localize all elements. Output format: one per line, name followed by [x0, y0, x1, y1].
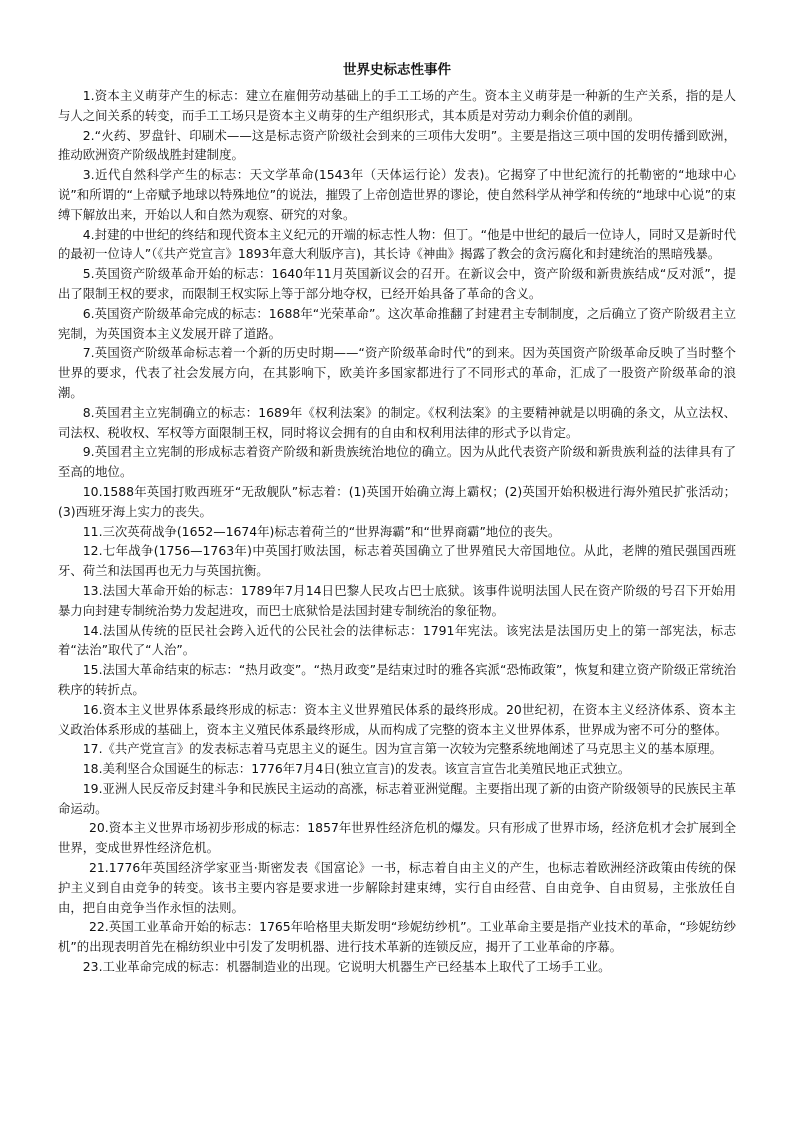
page-title: 世界史标志性事件 — [343, 62, 451, 78]
paragraph-20: 20.资本主义世界市场初步形成的标志：1857年世界性经济危机的爆发。只有形成了世界市场，经济危机才会扩展到全世界，变成世界性经济危机。 — [58, 820, 736, 856]
paragraph-14: 14.法国从传统的臣民社会跨入近代的公民社会的法律标志：1791年宪法。该宪法是法国历史上的第一部宪法，标志着“法治”取代了“人治”。 — [58, 622, 736, 658]
paragraph-8: 8.英国君主立宪制确立的标志：1689年《权利法案》的制定。《权利法案》的主要精神就是以明确的条文，从立法权、司法权、税收权、军权等方面限制王权，同时将议会拥有的自由和权利用法律的形式予以肯定。 — [58, 404, 736, 440]
paragraph-9: 9.英国君主立宪制的形成标志着资产阶级和新贵族统治地位的确立。因为从此代表资产阶级和新贵族利益的法律具有了至高的地位。 — [58, 444, 736, 480]
document-page — [58, 60, 736, 977]
paragraph-5: 5.英国资产阶级革命开始的标志：1640年11月英国新议会的召开。在新议会中，资产阶级和新贵族结成“反对派”，提出了限制王权的要求，而限制王权实际上等于部分地夺权，已经开始具备了革命的含义。 — [58, 266, 736, 301]
paragraph-3: 3.近代自然科学产生的标志：天文学革命(1543年（天体运行论）发表)。它揭穿了中世纪流行的托勒密的“地球中心说”和所谓的“上帝赋予地球以特殊地位”的说法，摧毁了上帝创造世界的谬论，使自然科学从神学和传统的“地球中心说”的束缚下解放出来，开始以人和自然为观察、研究的对象。 — [58, 167, 736, 222]
paragraph-15: 15.法国大革命结束的标志：“热月政变”。“热月政变”是结束过时的雅各宾派“恐怖政策”，恢复和建立资产阶级正常统治秩序的转折点。 — [58, 662, 736, 697]
paragraph-22: 22.英国工业革命开始的标志：1765年哈格里夫斯发明“珍妮纺纱机”。工业革命主要是指产业技术的革命，“珍妮纺纱机”的出现表明首先在棉纺织业中引发了发明机器、进行技术革新的连锁反应，揭开了工业革命的序幕。 — [58, 919, 736, 955]
paragraph-12: 12.七年战争(1756—1763年)中英国打败法国，标志着英国确立了世界殖民大帝国地位。从此，老牌的殖民强国西班牙、荷兰和法国再也无力与英国抗衡。 — [58, 543, 736, 579]
paragraph-10: 10.1588年英国打败西班牙“无敌舰队”标志着：(1)英国开始确立海上霸权；(2)英国开始积极进行海外殖民扩张活动；(3)西班牙海上实力的丧失。 — [58, 483, 736, 519]
paragraph-17: 17.《共产党宣言》的发表标志着马克思主义的诞生。因为宣言第一次较为完整系统地阐述了马克思主义的基本原理。 — [82, 741, 723, 757]
paragraph-2: 2.“火药、罗盘针、印刷术——这是标志资产阶级社会到来的三项伟大发明”。主要是指这三项中国的发明传播到欧洲，推动欧洲资产阶级战胜封建制度。 — [58, 127, 736, 163]
paragraph-18: 18.美利坚合众国诞生的标志：1776年7月4日(独立宣言)的发表。该宣言宣告北美殖民地正式独立。 — [82, 761, 631, 777]
paragraph-4: 4.封建的中世纪的终结和现代资本主义纪元的开端的标志性人物：但丁。“他是中世纪的最后一位诗人，同时又是新时代的最初一位诗人”（《共产党宣言》1893年意大利版序言)，其长诗《神曲》揭露了教会的贪污腐化和封建统治的黑暗残暴。 — [58, 226, 736, 262]
paragraph-23: 23.工业革命完成的标志：机器制造业的出现。它说明大机器生产已经基本上取代了工场手工业。 — [82, 959, 611, 975]
paragraph-19: 19.亚洲人民反帝反封建斗争和民族民主运动的高涨，标志着亚洲觉醒。主要指出现了新的由资产阶级领导的民族民主革命运动。 — [58, 780, 736, 816]
paragraph-1: 1.资本主义萌芽产生的标志：建立在雇佣劳动基础上的手工工场的产生。资本主义萌芽是一种新的生产关系，指的是人与人之间关系的转变，而手工工场只是资本主义萌芽的生产组织形式，其本质是对劳动力剩余价值的剥削。 — [58, 88, 736, 123]
paragraph-16: 16.资本主义世界体系最终形成的标志：资本主义世界殖民体系的最终形成。20世纪初，在资本主义经济体系、资本主义政治体系形成的基础上，资本主义殖民体系最终形成，从而构成了完整的资本主义世界体系，世界成为密不可分的整体。 — [58, 701, 736, 737]
paragraph-13: 13.法国大革命开始的标志：1789年7月14日巴黎人民攻占巴士底狱。该事件说明法国人民在资产阶级的号召下开始用暴力向封建专制统治势力发起进攻，而巴士底狱恰是法国封建专制统治的象征物。 — [58, 582, 736, 618]
paragraph-7: 7.英国资产阶级革命标志着一个新的历史时期——“资产阶级革命时代”的到来。因为英国资产阶级革命反映了当时整个世界的要求，代表了社会发展方向，在其影响下，欧美许多国家都进行了不同形式的革命，汇成了一股资产阶级革命的浪潮。 — [58, 345, 736, 400]
paragraph-11: 11.三次英荷战争(1652—1674年)标志着荷兰的“世界海霸”和“世界商霸”地位的丧失。 — [82, 523, 561, 539]
paragraph-21: 21.1776年英国经济学家亚当·斯密发表《国富论》一书，标志着自由主义的产生，也标志着欧洲经济政策由传统的保护主义到自由竞争的转变。该书主要内容是要求进一步解除封建束缚，实行自由经营、自由竞争、自由贸易，主张放任自由，把自由竞争当作永恒的法则。 — [58, 860, 736, 915]
paragraph-6: 6.英国资产阶级革命完成的标志：1688年“光荣革命”。这次革命推翻了封建君主专制制度，之后确立了资产阶级君主立宪制，为英国资本主义发展开辟了道路。 — [58, 305, 736, 341]
